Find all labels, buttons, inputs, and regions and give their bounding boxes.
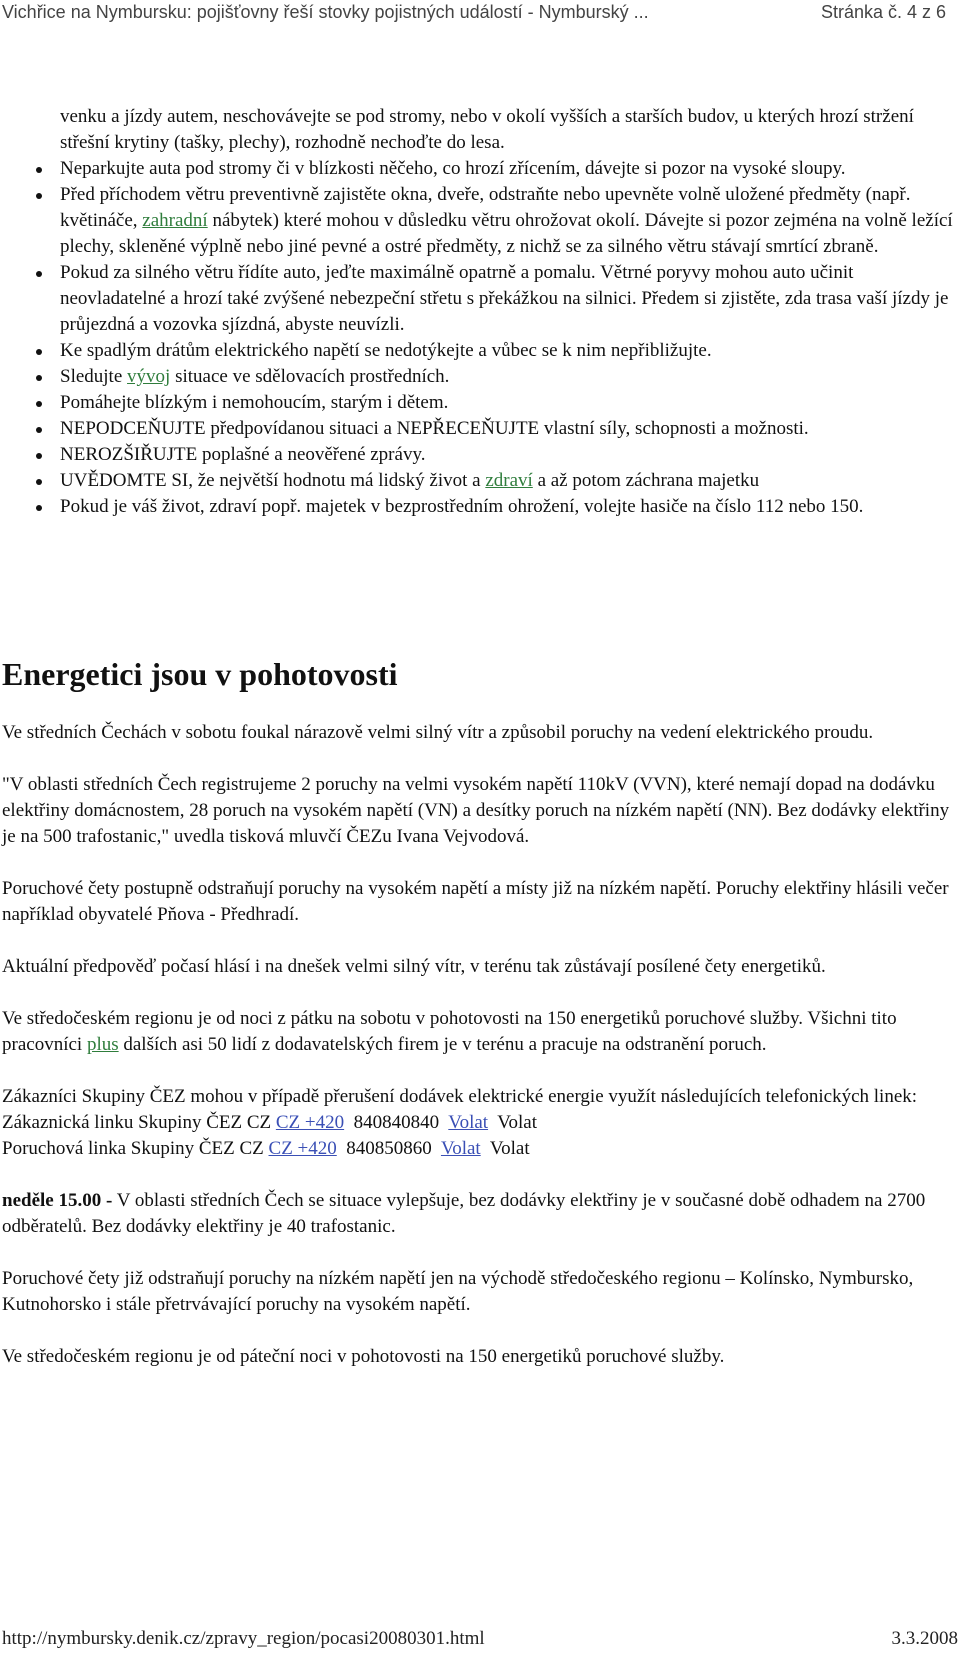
list-item <box>36 260 960 338</box>
list-item-text: Neparkujte auta pod stromy či v blízkosti něčeho, co hrozí zřícením, dávejte si pozor na vysoké sloupy. <box>60 158 846 179</box>
bullet-icon <box>36 167 42 173</box>
paragraph: Poruchové čety již odstraňují poruchy na nízkém napětí jen na východě středočeského regionu – Kolínsko, Nymbursko, Kutnohorsko i stále přetrvávající poruchy na vysokém napětí. <box>2 1268 914 1315</box>
bullet-icon <box>36 349 42 355</box>
list-item-text: Pomáhejte blízkým i nemohoucím, starým i dětem. <box>60 392 449 413</box>
bullet-icon <box>36 271 42 277</box>
list-item-text: venku a jízdy autem, neschovávejte se pod stromy, nebo v okolí vyšších a starších budov, u kterých hrozí stržení střešní krytiny (tašky, plechy), rozhodně nechoďte do lesa. <box>60 106 914 153</box>
list-item <box>36 104 960 156</box>
bullet-icon <box>36 193 42 199</box>
paragraph-text: V oblasti středních Čech se situace vylepšuje, bez dodávky elektřiny je v současné době odhadem na 2700 odběratelů. Bez dodávky elektřiny je 40 trafostanic. <box>2 1190 926 1237</box>
paragraph: Poruchové čety postupně odstraňují poruchy na vysokém napětí a místy již na nízkém napětí. Poruchy elektřiny hlásili večer například obyvatelé Pňova - Předhradí. <box>2 878 949 925</box>
list-item-text: UVĚDOMTE SI, že největší hodnotu má lidský život a <box>60 470 486 491</box>
section-heading: Energetici jsou v pohotovosti <box>2 656 398 692</box>
list-item-text: Pokud za silného větru řídíte auto, jeďte maximálně opatrně a pomalu. Větrné poryvy mohou auto učinit neovladatelné a hrozí také zvýšené nebezpeční střetu s překážkou na silnici. Předem si zjistěte, zda trasa vaší jízdy je průjezdná a vozovka sjízdná, abyste neuvízli. <box>60 262 949 335</box>
print-header <box>0 0 960 30</box>
link-zdravi[interactable]: zdraví <box>485 470 533 491</box>
list-item-text: nábytek) které mohou v důsledku větru ohrožovat okolí. Dávejte si pozor zejména na volně ležící plechy, skleněné výplně nebo jiné pevné a ostré předměty, z nichž se za silného větru stávají smrtící zbraně. <box>60 210 953 257</box>
link-plus[interactable]: plus <box>86 1034 119 1055</box>
contact-paragraph <box>2 1084 952 1162</box>
list-item <box>36 390 960 416</box>
list-item-text: a až potom záchrana majetku <box>532 470 760 491</box>
list-item <box>36 468 960 494</box>
list-item-text: NEROZŠIŘUJTE poplašné a neověřené zprávy. <box>60 444 426 465</box>
bullet-icon <box>36 505 42 511</box>
list-item <box>36 338 960 364</box>
paragraph-text: Zákazníci Skupiny ČEZ mohou v případě přerušení dodávek elektrické energie využít následujících telefonických linek: <box>2 1086 918 1107</box>
phone-number: 840850860 <box>336 1138 441 1159</box>
paragraph-text: dalších asi 50 lidí z dodavatelských firem je v terénu a pracuje na odstranění poruch. <box>118 1034 767 1055</box>
print-date: 3.3.2008 <box>891 1628 958 1649</box>
bullet-icon <box>36 427 42 433</box>
link-cz-prefix[interactable]: CZ +420 <box>268 1138 337 1159</box>
paragraph <box>2 1188 952 1240</box>
article-body <box>2 720 952 1396</box>
link-vyvoj[interactable]: vývoj <box>127 366 171 387</box>
list-item <box>36 416 960 442</box>
paragraph: Ve středních Čechách v sobotu foukal nárazově velmi silný vítr a způsobil poruchy na vedení elektrického proudu. <box>2 722 874 743</box>
list-item-text: Sledujte <box>60 366 128 387</box>
list-item-text: NEPODCEŇUJTE předpovídanou situaci a NEPŘECEŇUJTE vlastní síly, schopnosti a možnosti. <box>60 418 809 439</box>
list-item <box>36 182 960 260</box>
paragraph: Ve středočeském regionu je od páteční noci v pohotovosti na 150 energetiků poruchové služby. <box>2 1346 725 1367</box>
call-link[interactable]: Volat <box>440 1138 481 1159</box>
contact-line-label: Poruchová linka Skupiny ČEZ CZ <box>2 1138 269 1159</box>
paragraph-text: Ve středočeském regionu je od noci z pátku na sobotu v pohotovosti na 150 energetiků poruchové služby. Všichni tito pracovníci <box>2 1008 897 1055</box>
call-label: Volat <box>480 1138 530 1159</box>
page-number: Stránka č. 4 z 6 <box>820 2 946 22</box>
call-link[interactable]: Volat <box>448 1112 489 1133</box>
contact-line-label: Zákaznická linku Skupiny ČEZ CZ <box>2 1112 276 1133</box>
page-url: http://nymbursky.denik.cz/zpravy_region/pocasi20080301.html <box>2 1628 485 1649</box>
bullet-icon <box>36 479 42 485</box>
bullet-icon <box>36 375 42 381</box>
list-item <box>36 156 960 182</box>
print-footer <box>0 1626 960 1652</box>
paragraph <box>2 1006 952 1058</box>
list-item-text: Ke spadlým drátům elektrického napětí se nedotýkejte a vůbec se k nim nepřibližujte. <box>60 340 712 361</box>
list-item-text: Před příchodem větru preventivně zajistěte okna, dveře, odstraňte nebo upevněte volně uložené předměty (např. květináče, <box>60 184 911 231</box>
page-title: Vichřice na Nymbursku: pojišťovny řeší stovky pojistných událostí - Nymburský ... <box>2 2 649 22</box>
phone-number: 840840840 <box>344 1112 449 1133</box>
link-zahradni[interactable]: zahradní <box>142 210 208 231</box>
update-time: neděle 15.00 - <box>2 1190 113 1211</box>
bullet-icon <box>36 401 42 407</box>
safety-tips-list <box>36 104 960 520</box>
list-item <box>36 442 960 468</box>
list-item-text: Pokud je váš život, zdraví popř. majetek v bezprostředním ohrožení, volejte hasiče na číslo 112 nebo 150. <box>60 496 864 517</box>
list-item-text: situace ve sdělovacích prostředních. <box>170 366 450 387</box>
list-item <box>36 364 960 390</box>
bullet-icon <box>36 453 42 459</box>
link-cz-prefix[interactable]: CZ +420 <box>275 1112 345 1133</box>
call-label: Volat <box>488 1112 537 1133</box>
paragraph: Aktuální předpověď počasí hlásí i na dnešek velmi silný vítr, v terénu tak zůstávají posílené čety energetiků. <box>2 956 826 977</box>
paragraph: "V oblasti středních Čech registrujeme 2 poruchy na velmi vysokém napětí 110kV (VVN), které nemají dopad na dodávku elektřiny domácnostem, 28 poruch na vysokém napětí (VN) a desítky poruch na nízkém napětí (NN). Bez dodávky elektřiny je na 500 trafostanic," uvedla tisková mluvčí ČEZu Ivana Vejvodová. <box>2 774 950 847</box>
list-item <box>36 494 960 520</box>
